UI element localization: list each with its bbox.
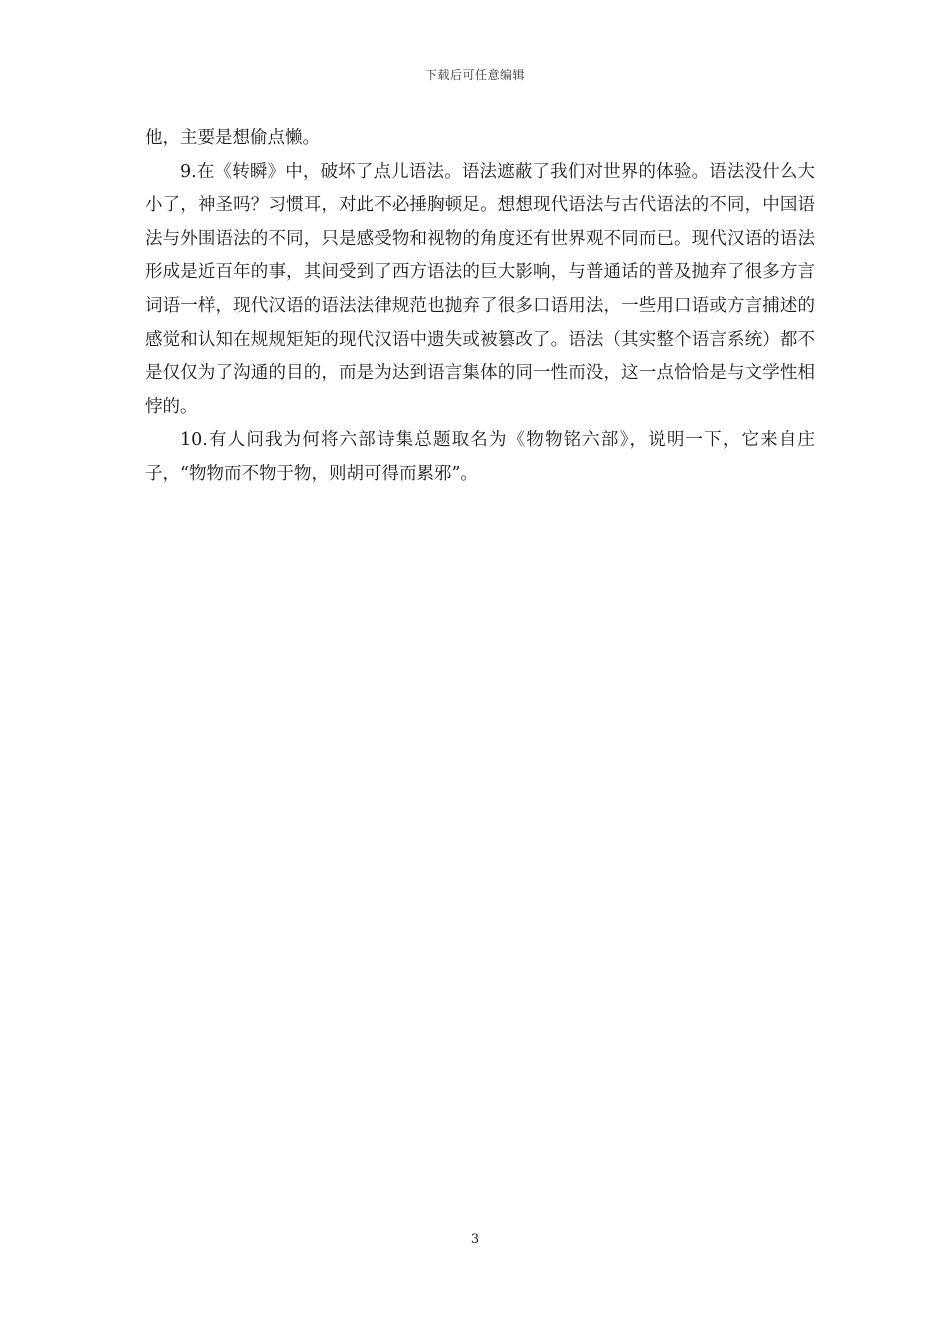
page-header: 下载后可任意编辑	[424, 68, 525, 82]
paragraph-continuation: 他，主要是想偷点懒。	[145, 128, 320, 148]
body-text	[145, 122, 815, 492]
paragraph-item-9: 9.在《转瞬》中，破坏了点儿语法。语法遮蔽了我们对世界的体验。语法没什么大小了，神圣吗？习惯耳，对此不必捶胸顿足。想想现代语法与古代语法的不同，中国语法与外围语法的不同，只是感受物和视物的角度还有世界观不同而已。现代汉语的语法形成是近百年的事，其间受到了西方语法的巨大影响，与普通话的普及抛弃了很多方言词语一样，现代汉语的语法法律规范也抛弃了很多口语用法，一些用口语或方言捕述的感觉和认知在规规矩矩的现代汉语中遗失或被篡改了。语法（其实整个语言系统）都不是仅仅为了沟通的目的，而是为达到语言集体的同一性而没，这一点恰恰是与文学性相悖的。	[145, 161, 815, 417]
paragraph-item-10: 10.有人问我为何将六部诗集总题取名为《物物铭六部》，说明一下，它来自庄子，“物物而不物于物，则胡可得而累邪”。	[145, 430, 815, 484]
page-number: 3	[470, 1232, 480, 1247]
